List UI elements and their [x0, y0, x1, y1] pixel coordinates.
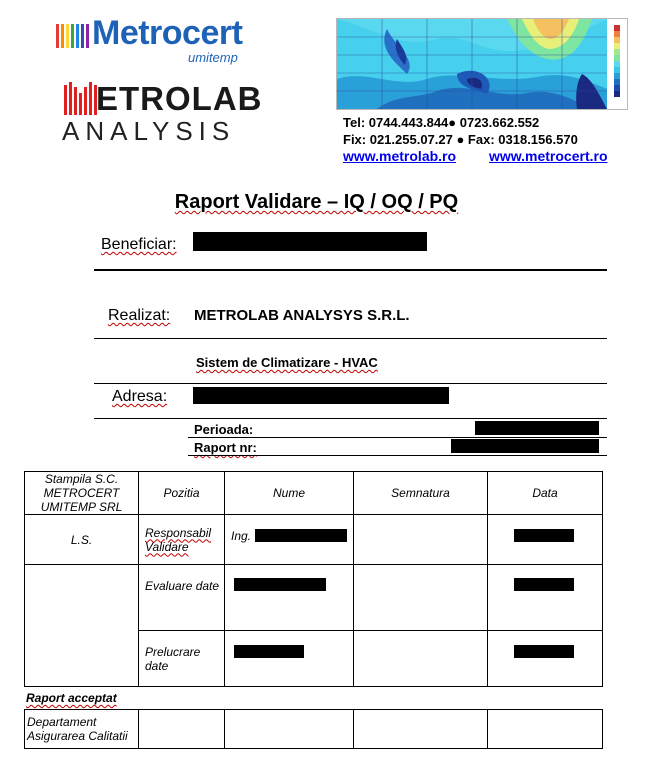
data-redacted	[514, 529, 574, 542]
pozitia-cell: Prelucrare date	[139, 631, 225, 687]
departament-cell: Departament Asigurarea Calitatii	[25, 710, 139, 749]
raport-acceptat-title: Raport acceptat	[26, 691, 117, 705]
metrolab-logo-text: ETROLAB	[96, 80, 263, 117]
raport-nr-label: Raport nr:	[194, 440, 257, 455]
ls-cell: L.S.	[25, 515, 139, 565]
divider	[94, 269, 607, 271]
divider	[188, 455, 607, 456]
empty-cell	[354, 710, 488, 749]
perioada-redacted	[475, 421, 599, 435]
empty-cell	[225, 710, 354, 749]
nume-cell: Ing.	[225, 515, 354, 565]
metrocert-link[interactable]: www.metrocert.ro	[489, 148, 608, 164]
analysis-logo-text: ANALYSIS	[62, 116, 236, 146]
table-header-row	[25, 472, 603, 515]
document-title: Raport Validare – IQ / OQ / PQ	[174, 191, 459, 213]
acceptance-table	[24, 709, 603, 749]
semnatura-cell	[354, 515, 488, 565]
contour-map-image	[336, 18, 628, 110]
adresa-label: Adresa:	[112, 388, 168, 405]
empty-cell	[488, 710, 603, 749]
data-cell	[488, 565, 603, 631]
metrolab-link[interactable]: www.metrolab.ro	[343, 148, 457, 164]
metrocert-logo-sub: umitemp	[188, 50, 238, 65]
realizat-label: Realizat:	[108, 307, 171, 324]
signature-table	[24, 471, 603, 687]
divider	[94, 418, 607, 419]
perioada-label: Perioada:	[194, 422, 254, 437]
divider	[94, 338, 607, 339]
divider	[94, 383, 607, 384]
nume-redacted	[255, 529, 347, 542]
data-cell	[488, 515, 603, 565]
data-redacted	[514, 578, 574, 591]
table-row	[25, 710, 603, 749]
header-stampila: Stampila S.C. METROCERT UMITEMP SRL	[25, 472, 139, 515]
nume-cell	[225, 565, 354, 631]
empty-cell	[139, 710, 225, 749]
nume-redacted	[234, 645, 304, 658]
data-cell	[488, 631, 603, 687]
header-data: Data	[488, 472, 603, 515]
table-row	[25, 565, 603, 631]
metrocert-logo-text: Metrocert	[92, 14, 243, 52]
divider	[188, 437, 607, 438]
header-nume: Nume	[225, 472, 354, 515]
table-row	[25, 515, 603, 565]
metrolab-logo-m-icon	[64, 79, 98, 115]
data-redacted	[514, 645, 574, 658]
contact-phone: Tel: 0744.443.844● 0723.662.552	[343, 115, 540, 130]
beneficiar-redacted	[193, 232, 427, 251]
sistem-value: Sistem de Climatizare - HVAC	[196, 355, 378, 370]
stampila-empty-cell	[25, 565, 139, 687]
semnatura-cell	[354, 631, 488, 687]
pozitia-cell: Responsabil Validare	[139, 515, 225, 565]
beneficiar-label: Beneficiar:	[101, 236, 177, 253]
semnatura-cell	[354, 565, 488, 631]
realizat-value: METROLAB ANALYSYS S.R.L.	[194, 307, 410, 324]
raport-nr-redacted	[451, 439, 599, 453]
header-pozitia: Pozitia	[139, 472, 225, 515]
pozitia-cell: Evaluare date	[139, 565, 225, 631]
contact-fax: Fix: 021.255.07.27 ● Fax: 0318.156.570	[343, 132, 578, 147]
adresa-redacted	[193, 387, 449, 404]
nume-redacted	[234, 578, 326, 591]
nume-cell	[225, 631, 354, 687]
header-semnatura: Semnatura	[354, 472, 488, 515]
metrocert-logo-stripes	[56, 22, 90, 50]
